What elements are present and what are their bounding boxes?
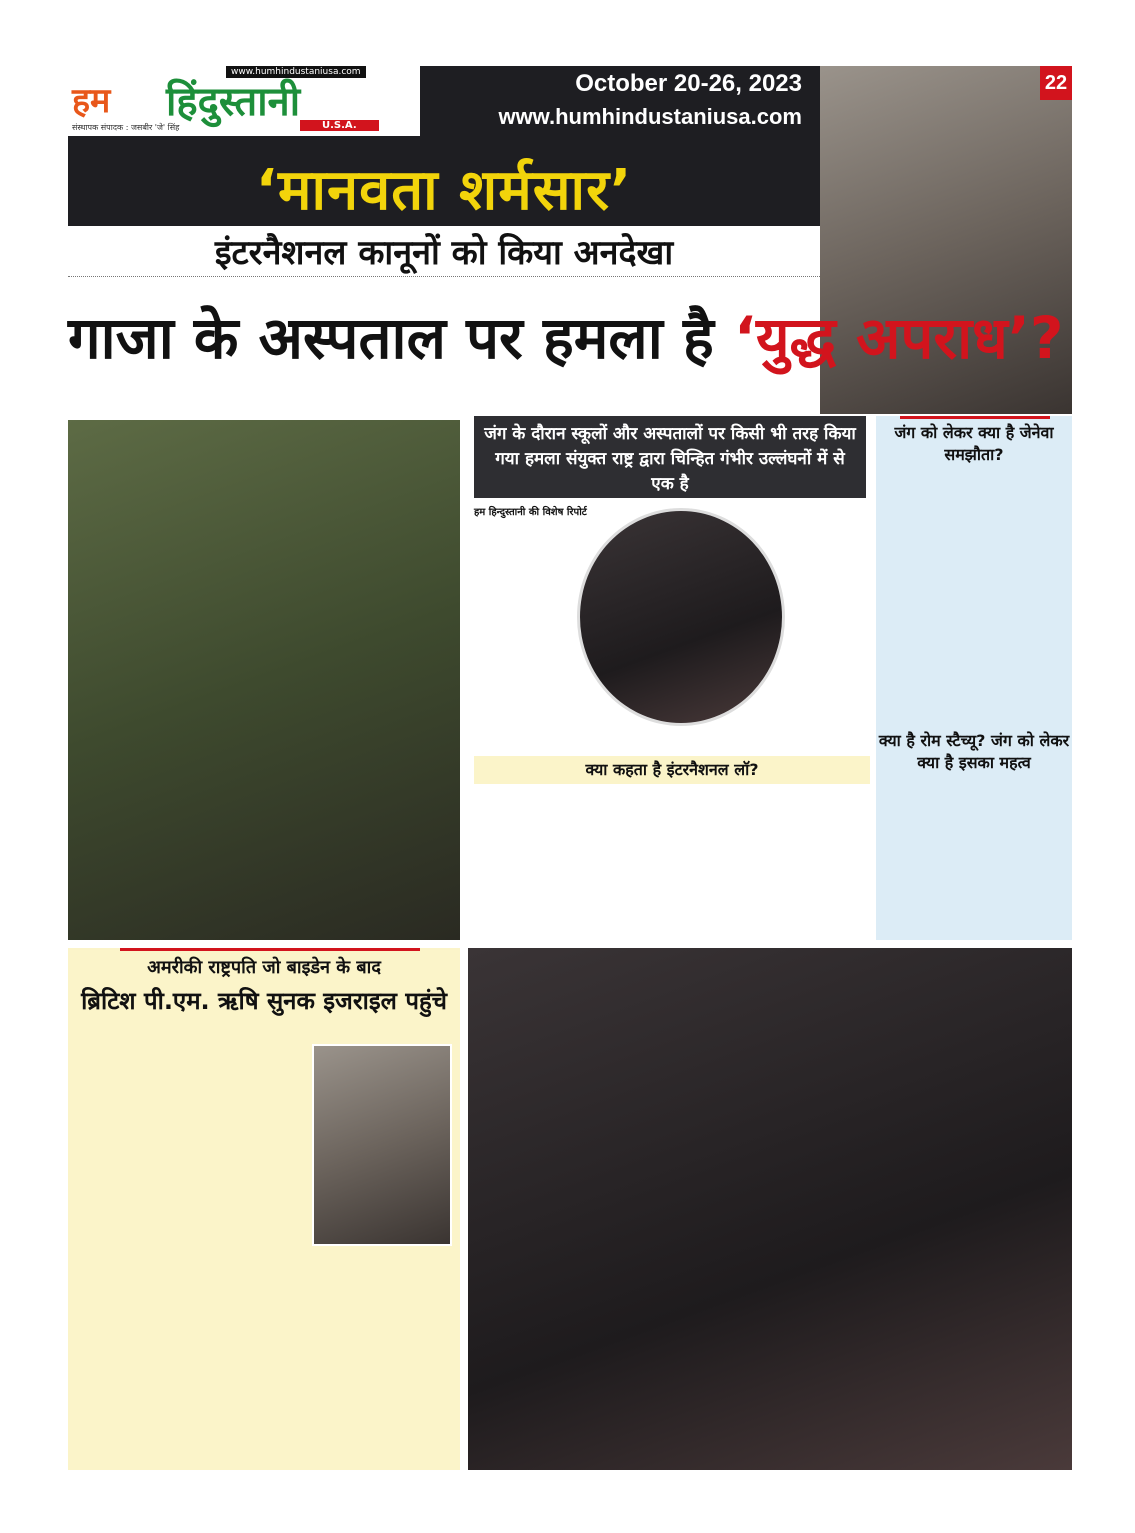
logo-text-ham: हम bbox=[72, 81, 111, 121]
international-law-body bbox=[474, 786, 870, 942]
main-headline-red: ‘युद्ध अपराध’? bbox=[733, 304, 1064, 372]
geneva-heading: जंग को लेकर क्या है जेनेवा समझौता? bbox=[894, 423, 1054, 464]
logo-usa: U.S.A. bbox=[300, 120, 379, 131]
center-headline-box: जंग के दौरान स्कूलों और अस्पतालों पर किसी भी तरह किया गया हमला संयुक्त राष्ट्र द्वारा चिन्हित गंभीर उल्लंघनों में से एक है bbox=[474, 416, 866, 498]
rome-statute-body bbox=[880, 778, 1068, 938]
sunak-kicker: अमरीकी राष्ट्रपति जो बाइडेन के बाद bbox=[147, 957, 381, 978]
page-number: 22 bbox=[1040, 66, 1072, 100]
center-left-column bbox=[474, 518, 582, 750]
date-bar bbox=[420, 66, 820, 136]
story-accent-bar bbox=[120, 948, 420, 951]
sunak-headline: ब्रिटिश पी.एम. ऋषि सुनक इजराइल पहुंचे bbox=[81, 987, 447, 1015]
photo-woman-holding-pillow bbox=[68, 420, 460, 940]
founder-line: संस्थापक संपादक : जसबीर 'जे' सिंह bbox=[72, 123, 180, 132]
issue-date: October 20-26, 2023 bbox=[575, 70, 802, 97]
headline-band bbox=[68, 136, 820, 226]
logo-url: www.humhindustaniusa.com bbox=[226, 66, 366, 78]
main-headline-black: गाजा के अस्पताल पर हमला है bbox=[68, 304, 734, 372]
international-law-subhead: क्या कहता है इंटरनैशनल लॉ? bbox=[474, 756, 870, 784]
headline-banner-text: ‘मानवता शर्मसार’ bbox=[255, 158, 633, 223]
sidebar-accent-bar bbox=[900, 416, 1050, 419]
photo-women-crying-circle bbox=[577, 508, 785, 726]
divider bbox=[68, 276, 820, 277]
rome-statute-heading: क्या है रोम स्टैच्यू? जंग को लेकर क्या है इसका महत्व bbox=[878, 731, 1070, 772]
logo-text-hindustani: हिंदुस्तानी bbox=[166, 79, 301, 125]
geneva-body bbox=[880, 470, 1068, 720]
photo-mourning-women bbox=[468, 948, 1072, 1470]
website-link[interactable]: www.humhindustaniusa.com bbox=[498, 104, 802, 129]
headline-kicker: इंटरनैशनल कानूनों को किया अनदेखा bbox=[214, 233, 674, 273]
center-byline: हम हिन्दुस्तानी की विशेष रिपोर्ट bbox=[474, 507, 587, 518]
center-right-column bbox=[782, 504, 870, 748]
main-headline bbox=[68, 282, 1064, 402]
photo-rishi-sunak bbox=[312, 1044, 452, 1246]
